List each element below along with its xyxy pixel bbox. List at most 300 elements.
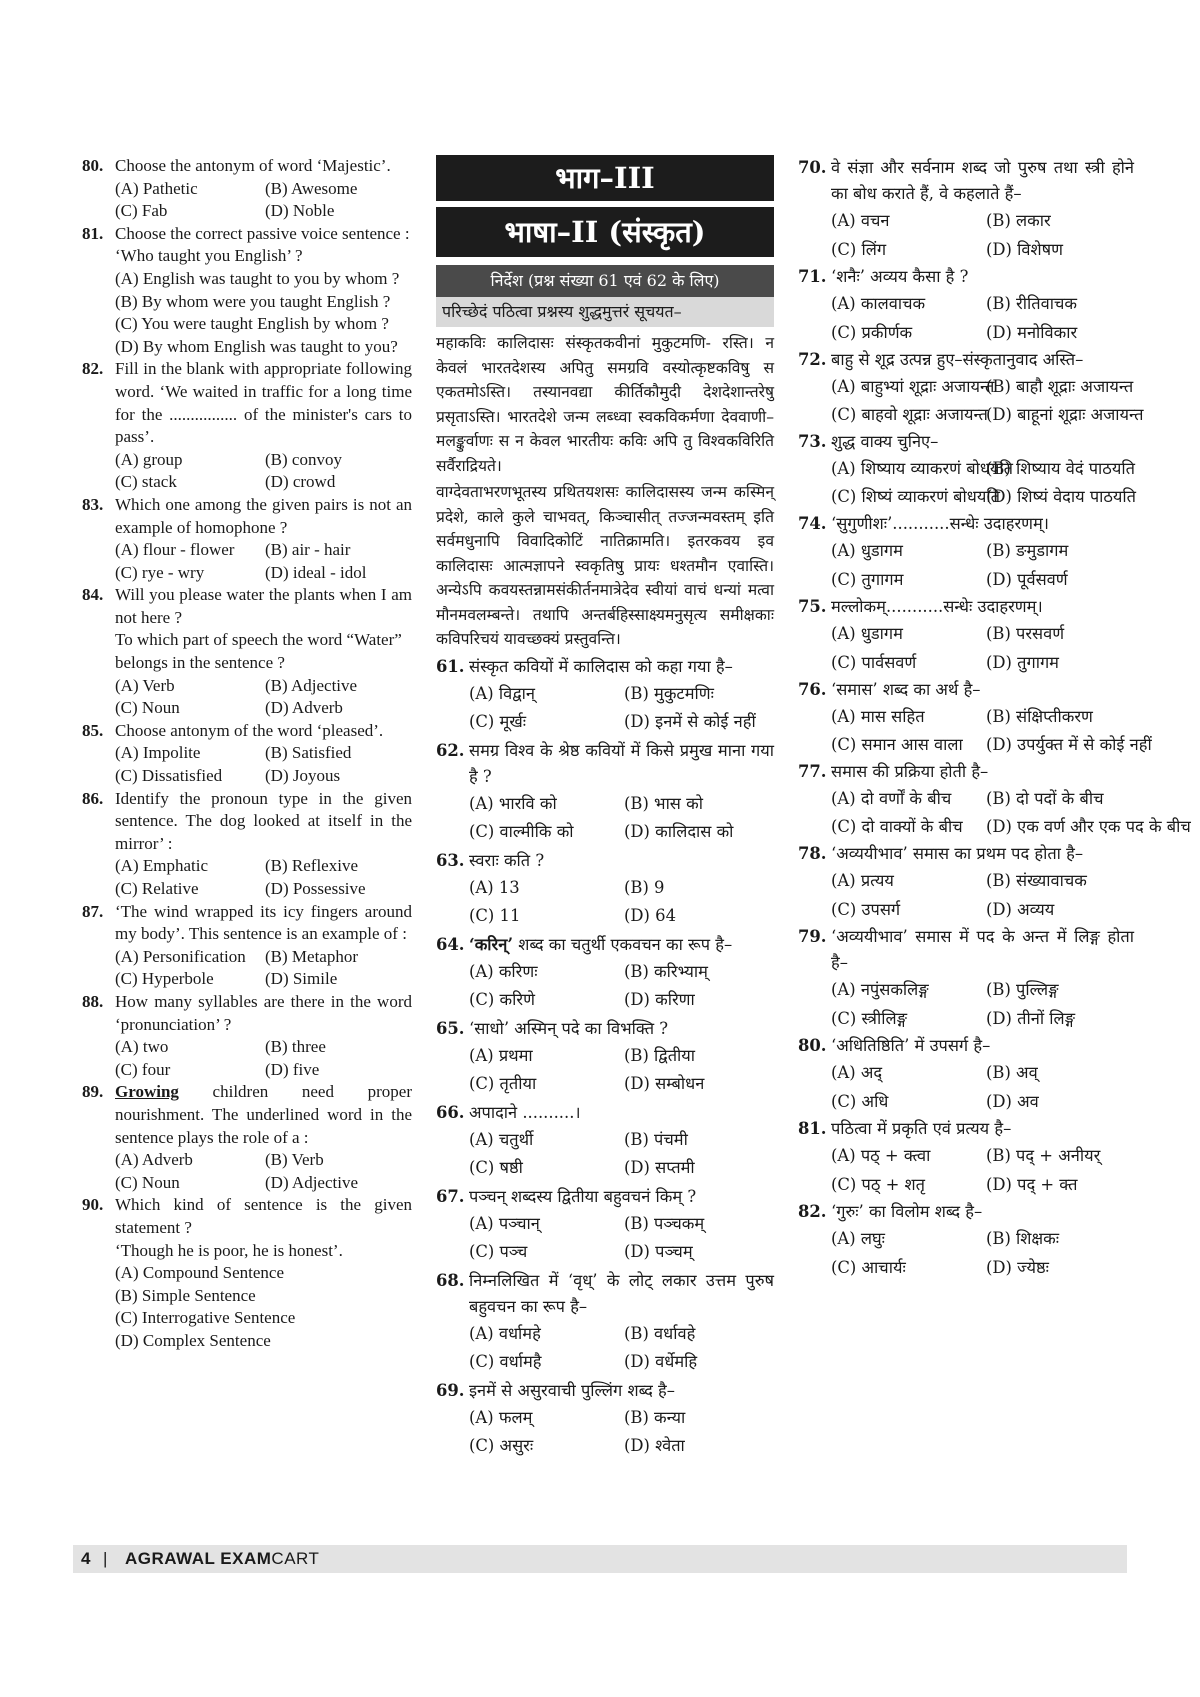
answer-option: (C) षष्ठी (469, 1158, 523, 1177)
question-body: ‘अधितिष्ठिति’ में उपसर्ग है– (831, 1036, 991, 1055)
question-number: 72. (798, 350, 827, 369)
answer-option: (D) Simile (265, 969, 338, 989)
answer-option: (D) Adverb (265, 698, 343, 718)
options-grid (436, 1042, 774, 1099)
answer-option: (B) पञ्चकम् (624, 1213, 705, 1233)
options-grid (798, 1225, 1134, 1282)
answer-option: (C) शिष्यं व्याकरणं बोधयति (831, 487, 1000, 506)
answer-option: (C) तृतीया (469, 1074, 537, 1093)
answer-option: (B) द्वितीया (624, 1045, 696, 1065)
question-text (831, 924, 1134, 976)
answer-option: (B) बाहौ शूद्राः अजायन्त (986, 377, 1134, 396)
answer-option: (C) तुगागम (831, 569, 904, 589)
question-subtext: To which part of speech the word “Water” belongs in the sentence ? (115, 630, 402, 673)
answer-option: (C) अधि (831, 1091, 889, 1111)
answer-option: (D) शिष्यं वेदाय पाठयति (986, 487, 1137, 506)
question-item (798, 1199, 1134, 1282)
options-grid (436, 790, 774, 847)
question-subtext: ‘Who taught you English’ ? (115, 246, 303, 266)
question-number: 64. (436, 934, 465, 954)
answer-option: (D) मनोविकार (986, 322, 1078, 342)
options-grid (798, 455, 1137, 511)
answer-option: (B) convoy (265, 449, 342, 469)
question-item (798, 1116, 1134, 1199)
part-heading: भाग–III (436, 155, 774, 201)
options-grid (82, 268, 412, 358)
answer-option: (D) ideal - idol (265, 562, 367, 582)
question-number: 73. (798, 432, 827, 451)
answer-option: (D) Possessive (265, 879, 366, 898)
question-item (798, 1033, 1134, 1116)
answer-option: (A) करिणः (469, 961, 538, 981)
question-item (436, 1268, 774, 1377)
answer-option: (A) Pathetic (115, 178, 198, 198)
question-text (831, 347, 1134, 373)
question-body: अपादाने ..........। (469, 1102, 581, 1122)
answer-option: (A) नपुंसकलिङ्ग (831, 980, 929, 999)
question-body: इनमें से असुरवाची पुल्लिंग शब्द है– (469, 1380, 675, 1400)
question-item (436, 1184, 774, 1267)
question-number: 89. (82, 1082, 104, 1102)
options-grid (798, 1059, 1134, 1116)
question-text (469, 1100, 774, 1126)
question-number: 76. (798, 680, 827, 699)
options-grid (82, 449, 412, 494)
answer-option: (A) प्रथमा (469, 1045, 533, 1065)
answer-option: (B) भास को (624, 793, 703, 813)
question-number: 80. (82, 156, 104, 175)
question-body: ‘अव्ययीभाव’ समास में पद के अन्त में लिङ्ग होता है– (831, 927, 1134, 972)
question-body: ‘साधो’ अस्मिन् पदे का विभक्ति ? (469, 1018, 669, 1038)
answer-option: (C) बाहवो शूद्राः अजायन्त (831, 405, 988, 424)
options-grid (436, 1210, 774, 1267)
answer-option: (C) Noun (115, 1172, 180, 1192)
question-body: पञ्चन् शब्दस्य द्वितीया बहुवचनं किम् ? (469, 1186, 697, 1206)
question-item (436, 1378, 774, 1461)
question-text (115, 720, 412, 743)
answer-option: (D) Complex Sentence (115, 1330, 271, 1350)
question-text (831, 155, 1134, 207)
question-text (115, 991, 412, 1036)
answer-option: (C) उपसर्ग (831, 899, 901, 919)
answer-option: (D) पद् + क्त (986, 1174, 1078, 1194)
question-text (469, 1184, 774, 1210)
question-item (436, 1100, 774, 1183)
answer-option: (A) Impolite (115, 743, 201, 763)
answer-option: (B) Metaphor (265, 946, 359, 966)
answer-option: (C) वाल्मीकि को (469, 822, 574, 841)
answer-option: (C) Interrogative Sentence (115, 1308, 296, 1328)
answer-option: (B) शिष्याय वेदं पाठयति (986, 459, 1135, 478)
answer-option: (C) पार्वसवर्ण (831, 652, 917, 672)
question-item (798, 759, 1191, 841)
passage-instruction: परिच्छेदं पठित्वा प्रश्नस्य शुद्धमुत्तरं सूचयत– (436, 297, 774, 327)
question-body: Fill in the blank with appropriate following word. ‘We waited in traffic for a long time for the ................ of the minister's cars to pass’. (115, 359, 412, 447)
question-item (82, 720, 412, 788)
question-text (831, 677, 1134, 703)
options-grid (82, 1262, 412, 1352)
answer-option: (A) Adverb (115, 1150, 193, 1170)
question-body: Which one among the given pairs is not an example of homophone ? (115, 494, 412, 537)
options-grid (82, 675, 412, 720)
question-text (115, 358, 412, 448)
question-text (115, 155, 412, 178)
answer-option: (D) सप्तमी (624, 1158, 695, 1177)
options-grid (798, 867, 1134, 924)
question-body: निम्नलिखित में ‘वृध्’ के लोट् लकार उत्तम पुरुष बहुवचन का रूप है– (469, 1270, 774, 1316)
answer-option: (B) Satisfied (265, 743, 352, 763)
answer-option: (D) crowd (265, 472, 336, 492)
answer-option: (A) flour - flower (115, 540, 235, 560)
question-body: Which kind of sentence is the given statement ? (115, 1195, 412, 1237)
answer-option: (A) धुडागम (831, 624, 903, 643)
answer-option: (B) लकार (986, 211, 1051, 230)
question-number: 77. (798, 762, 827, 781)
question-body: स्वराः कति ? (469, 850, 545, 870)
answer-option: (A) Compound Sentence (115, 1263, 285, 1283)
column-hindi-grammar (798, 155, 1191, 1282)
question-item (82, 358, 412, 494)
question-body: ‘समास’ शब्द का अर्थ है– (831, 680, 981, 699)
question-text (469, 932, 774, 958)
answer-option: (B) संख्यावाचक (986, 871, 1087, 890)
question-number: 81. (82, 223, 104, 243)
options-grid (436, 874, 774, 931)
answer-option: (A) मास सहित (831, 707, 925, 726)
answer-option: (A) 13 (469, 877, 520, 897)
question-item (436, 1016, 774, 1099)
question-number: 87. (82, 901, 104, 921)
question-body: ‘The wind wrapped its icy fingers around my body’. This sentence is an example of : (115, 901, 412, 944)
question-number: 68. (436, 1270, 465, 1290)
answer-option: (A) चतुर्थी (469, 1129, 534, 1149)
question-number: 80. (798, 1036, 827, 1055)
answer-option: (D) तीनों लिङ्ग (986, 1008, 1076, 1028)
answer-option: (A) शिष्याय व्याकरणं बोधयति (831, 459, 1014, 478)
passage-paragraph: वाग्देवताभरणभूतस्य प्रथितयशसः कालिदासस्य जन्म कस्मिन् प्रदेशे, काले कुले चाभवत्, किञ्चासीत् तज्जन्मवस्तम् इति सर्वमधुनापि विवादिकोटिं नातिक्रामति। इतरकवय इव कालिदासः आत्मज्ञापने स्वकृतिषु प्रायः धश्तमौन एवास्ति। अन्येऽपि कवयस्तन्नामसंकीर्तनमात्रेदेव स्वीयां वाचं धन्यां मत्वा मौनमवलम्बन्ते। तथापि अन्तर्बहिस्साक्ष्यमनुसृत्य समीक्षकाः कविपरिचयं यावच्छक्यं प्रस्तुवन्ति। (436, 483, 774, 648)
answer-option: (D) By whom English was taught to you? (115, 336, 398, 356)
answer-option: (D) अव (986, 1091, 1039, 1111)
answer-option: (C) असुरः (469, 1436, 534, 1455)
answer-option: (C) लिंग (831, 239, 887, 259)
answer-option: (C) Noun (115, 698, 180, 718)
answer-option: (C) Relative (115, 879, 199, 898)
options-grid (436, 1404, 774, 1461)
answer-option: (D) अव्यय (986, 899, 1055, 919)
question-body: समग्र विश्व के श्रेष्ठ कवियों में किसे प्रमुख माना गया है ? (469, 740, 774, 786)
question-number: 66. (436, 1102, 465, 1122)
question-text (831, 759, 1134, 785)
question-item (82, 901, 412, 991)
question-item (798, 841, 1134, 924)
question-text (831, 511, 1134, 537)
question-text (115, 494, 412, 539)
answer-option: (A) लघुः (831, 1229, 885, 1248)
question-item (798, 924, 1134, 1033)
question-text (115, 1194, 412, 1239)
options-grid (82, 742, 412, 787)
answer-option: (A) पठ् + क्त्वा (831, 1146, 931, 1165)
question-item (82, 584, 412, 720)
question-body: children need proper nourishment. The underlined word in the sentence plays the role of a : (115, 1082, 412, 1147)
question-text (831, 1116, 1134, 1142)
question-text (831, 429, 1134, 455)
answer-option: (D) बाहूनां शूद्राः अजायन्त (986, 405, 1144, 424)
options-grid (798, 537, 1134, 594)
brand-light: CART (271, 1549, 320, 1568)
options-grid (436, 680, 774, 737)
underlined-word: Growing (115, 1082, 179, 1102)
answer-option: (C) You were taught English by whom ? (115, 314, 389, 334)
question-item (82, 1081, 412, 1194)
answer-option: (C) Hyperbole (115, 969, 214, 989)
question-item (436, 932, 774, 1015)
question-number: 63. (436, 850, 465, 870)
answer-option: (C) वर्धामहै (469, 1352, 542, 1371)
question-text (831, 1033, 1134, 1059)
language-heading: भाषा–II (संस्कृत) (436, 207, 774, 257)
question-item (798, 594, 1134, 677)
column-sanskrit-part (436, 155, 774, 1461)
question-text (469, 1378, 774, 1404)
page-footer (73, 1545, 1127, 1573)
question-text (469, 654, 774, 680)
question-text (831, 1199, 1134, 1225)
question-subtext: ‘Though he is poor, he is honest’. (115, 1240, 343, 1260)
answer-option: (B) मुकुटमणिः (624, 683, 714, 703)
question-number: 79. (798, 927, 827, 946)
options-grid (798, 1142, 1134, 1199)
question-text (469, 738, 774, 790)
question-number: 84. (82, 585, 104, 605)
question-list (436, 654, 774, 1461)
answer-option: (A) Personification (115, 946, 246, 966)
answer-option: (B) पद् + अनीयर् (986, 1146, 1101, 1165)
question-body: शुद्ध वाक्य चुनिए– (831, 432, 939, 451)
answer-option: (C) rye - wry (115, 562, 205, 582)
question-body: शब्द का चतुर्थी एकवचन का रूप है– (513, 934, 733, 954)
question-body: Choose the correct passive voice sentence : (115, 223, 410, 243)
question-text (115, 901, 412, 946)
question-item (798, 429, 1137, 511)
question-number: 88. (82, 991, 104, 1011)
answer-option: (B) कन्या (624, 1407, 686, 1427)
options-grid (798, 976, 1134, 1033)
answer-option: (A) English was taught to you by whom ? (115, 268, 400, 288)
question-text (115, 584, 412, 629)
question-number: 65. (436, 1018, 465, 1038)
question-item (82, 991, 412, 1081)
answer-option: (D) एक वर्ण और एक पद के बीच (986, 817, 1191, 836)
answer-option: (B) संक्षिप्तीकरण (986, 707, 1093, 726)
question-body: Choose the antonym of word ‘Majestic’. (115, 156, 391, 175)
question-body: पठित्वा में प्रकृति एवं प्रत्यय है– (831, 1119, 1012, 1138)
question-body: संस्कृत कवियों में कालिदास को कहा गया है– (469, 656, 733, 676)
answer-option: (A) फलम् (469, 1407, 533, 1427)
answer-option: (B) By whom were you taught English ? (115, 291, 391, 311)
answer-option: (D) श्वेता (624, 1436, 685, 1455)
answer-option: (B) 9 (624, 877, 665, 897)
answer-option: (B) Awesome (265, 178, 358, 198)
answer-option: (C) four (115, 1059, 171, 1079)
answer-option: (B) शिक्षकः (986, 1229, 1060, 1248)
options-grid (82, 1149, 412, 1194)
footer-separator: | (103, 1549, 108, 1568)
question-text (115, 223, 412, 246)
options-grid (82, 539, 412, 584)
question-body: Identify the pronoun type in the given sentence. The dog looked at itself in the mirror’ : (115, 788, 412, 853)
answer-option: (D) पञ्चम् (624, 1242, 693, 1261)
answer-option: (A) बाहुभ्यां शूद्राः अजायन्त (831, 377, 995, 396)
passage-paragraph: महाकविः कालिदासः संस्कृतकवीनां मुकुटमणि- रस्ति। न केवलं भारतदेशस्य अपितु समग्रवि वस्योत्कृष्टकविषु स एकतमोऽस्ति। तस्यानवद्या कीर्तिकौमुदी देशदेशान्तरेषु प्रसृताऽस्ति। भारतदेशे जन्म लब्ध्वा स्वकविकर्मणा देववाणी– मलङ्कुर्वाणः स न केवल भारतीयः कविः अपि तु विश्वकविरिति सर्वैराद्रियते। (436, 334, 774, 475)
answer-option: (A) दो वर्णों के बीच (831, 789, 952, 808)
question-item (798, 347, 1144, 429)
question-body: बाहु से शूद्र उत्पन्न हुए–संस्कृतानुवाद अस्ति– (831, 350, 1084, 369)
question-item (82, 155, 412, 223)
question-text (115, 1081, 412, 1149)
question-body: मल्लोकम्...........सन्धेः उदाहरणम्। (831, 597, 1043, 616)
answer-option: (D) वर्धेमहि (624, 1352, 698, 1371)
answer-option: (B) अव् (986, 1063, 1038, 1082)
question-body: ‘गुरुः’ का विलोम शब्द है– (831, 1202, 983, 1221)
question-body: Will you please water the plants when I am not here ? (115, 585, 412, 627)
answer-option: (C) Fab (115, 201, 168, 221)
question-number: 61. (436, 656, 465, 676)
answer-option: (C) Dissatisfied (115, 766, 223, 786)
question-item (798, 511, 1134, 594)
answer-option: (D) Joyous (265, 766, 341, 786)
question-item (798, 677, 1152, 759)
answer-option: (C) पठ् + शतृ (831, 1174, 926, 1194)
answer-option: (B) दो पदों के बीच (986, 789, 1104, 808)
question-body: ‘अव्ययीभाव’ समास का प्रथम पद होता है– (831, 844, 1084, 863)
answer-option: (B) वर्धावहे (624, 1323, 696, 1343)
answer-option: (A) Emphatic (115, 856, 208, 876)
question-text (115, 788, 412, 856)
column-english (82, 155, 412, 1352)
answer-option: (D) 64 (624, 906, 676, 925)
answer-option: (B) Verb (265, 1150, 324, 1170)
question-number: 69. (436, 1380, 465, 1400)
question-number: 78. (798, 844, 827, 863)
question-item (82, 788, 412, 901)
question-text (469, 848, 774, 874)
question-text (831, 841, 1134, 867)
question-number: 82. (82, 359, 104, 379)
answer-option: (B) करिभ्याम् (624, 961, 708, 981)
answer-option: (A) पञ्चान् (469, 1213, 540, 1233)
answer-option: (A) विद्वान् (469, 683, 535, 703)
question-body: ‘शनैः’ अव्यय कैसा है ? (831, 267, 969, 286)
answer-option: (B) रीतिवाचक (986, 294, 1077, 313)
answer-option: (A) कालवाचक (831, 294, 926, 313)
answer-option: (A) धुडागम (831, 541, 903, 560)
options-grid (82, 855, 412, 900)
question-text (469, 1268, 774, 1320)
answer-option: (D) सम्बोधन (624, 1074, 705, 1093)
answer-option: (A) वचन (831, 211, 890, 230)
question-number: 75. (798, 597, 827, 616)
answer-option: (C) स्त्रीलिङ्ग (831, 1008, 907, 1028)
question-item (82, 494, 412, 584)
answer-option: (A) वर्धामहे (469, 1323, 541, 1343)
options-grid (82, 946, 412, 991)
options-grid (82, 1036, 412, 1081)
question-number: 74. (798, 514, 827, 533)
question-body: समास की प्रक्रिया होती है– (831, 762, 989, 781)
answer-option: (D) Adjective (265, 1172, 358, 1192)
answer-option: (C) पञ्च (469, 1242, 528, 1261)
answer-option: (D) Noble (265, 201, 335, 221)
answer-option: (C) करिणे (469, 990, 535, 1009)
brand-bold: AGRAWAL EXAM (125, 1549, 272, 1568)
answer-option: (D) विशेषण (986, 239, 1063, 259)
answer-option: (D) कालिदास को (624, 822, 734, 841)
question-item (436, 654, 774, 737)
options-grid (798, 290, 1134, 347)
question-number: 85. (82, 720, 104, 740)
answer-option: (C) प्रकीर्णक (831, 322, 913, 342)
answer-option: (B) air - hair (265, 540, 351, 560)
options-grid (82, 178, 412, 223)
bold-term: ‘करिन्’ (469, 934, 514, 954)
answer-option: (C) मूर्खः (469, 712, 527, 731)
answer-option: (C) आचार्यः (831, 1257, 906, 1277)
answer-option: (A) प्रत्यय (831, 871, 894, 890)
question-number: 82. (798, 1202, 827, 1221)
question-item (798, 155, 1134, 264)
question-body: वे संज्ञा और सर्वनाम शब्द जो पुरुष तथा स्त्री होने का बोध कराते हैं, वे कहलाते हैं– (831, 158, 1134, 203)
directive-banner: निर्देश (प्रश्न संख्या 61 एवं 62 के लिए) (436, 265, 774, 297)
page-number: 4 (81, 1549, 91, 1568)
question-text (831, 594, 1134, 620)
question-number: 90. (82, 1195, 104, 1215)
options-grid (798, 373, 1144, 429)
answer-option: (D) ज्येष्ठः (986, 1257, 1049, 1277)
question-number: 70. (798, 158, 827, 177)
question-number: 67. (436, 1186, 465, 1206)
question-item (798, 264, 1134, 347)
answer-option: (A) group (115, 449, 183, 469)
publisher-brand (125, 1545, 319, 1573)
question-text (831, 264, 1134, 290)
answer-option: (C) 11 (469, 906, 521, 925)
question-number: 86. (82, 788, 104, 808)
answer-option: (D) करिणा (624, 990, 695, 1009)
answer-option: (B) ङमुडागम (986, 541, 1069, 560)
question-number: 83. (82, 494, 104, 514)
answer-option: (D) तुगागम (986, 652, 1059, 672)
answer-option: (B) परसवर्ण (986, 624, 1065, 643)
answer-option: (D) उपर्युक्त में से कोई नहीं (986, 735, 1152, 754)
question-number: 71. (798, 267, 827, 286)
answer-option: (A) two (115, 1037, 169, 1057)
options-grid (798, 785, 1191, 841)
answer-option: (A) अद् (831, 1063, 883, 1082)
options-grid (798, 207, 1134, 264)
answer-option: (C) दो वाक्यों के बीच (831, 817, 963, 836)
question-item (436, 848, 774, 931)
answer-option: (A) Verb (115, 675, 175, 695)
answer-option: (B) Simple Sentence (115, 1285, 256, 1305)
question-number: 62. (436, 740, 465, 760)
options-grid (436, 1320, 774, 1377)
answer-option: (C) stack (115, 472, 177, 492)
answer-option: (C) समान आस वाला (831, 735, 963, 754)
answer-option: (A) भारवि को (469, 793, 557, 813)
answer-option: (D) पूर्वसवर्ण (986, 569, 1068, 589)
answer-option: (B) पुल्लिङ्ग (986, 980, 1059, 999)
